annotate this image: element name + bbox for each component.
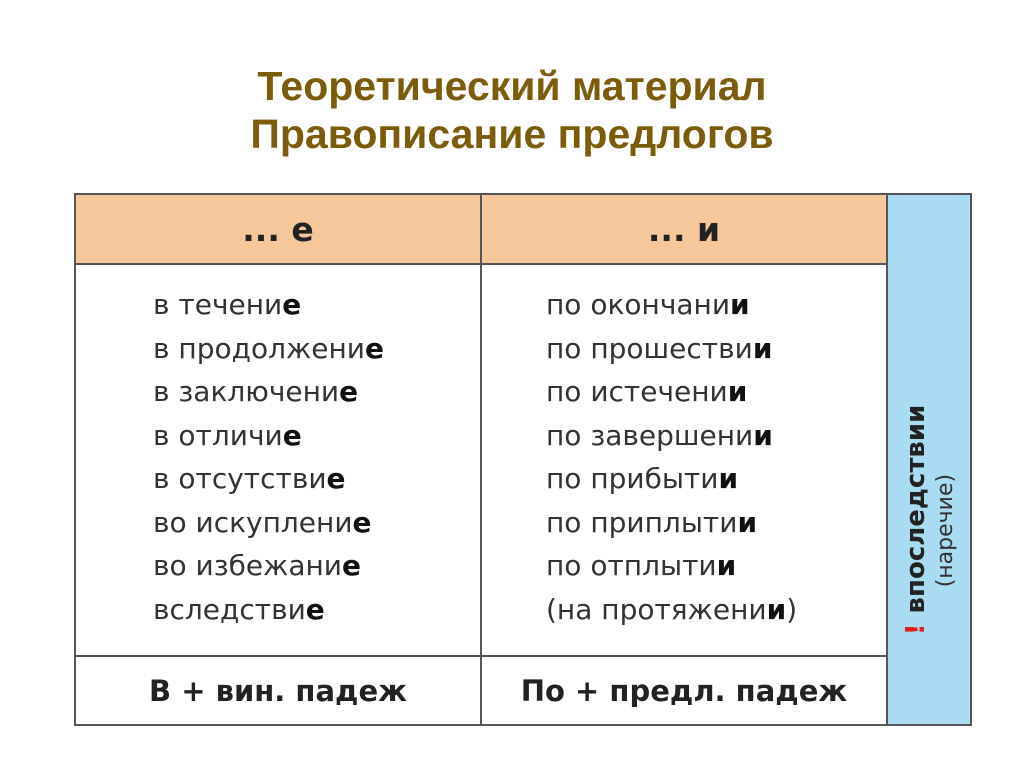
word-item xyxy=(546,501,797,545)
word-item xyxy=(546,457,797,501)
word-ending: е xyxy=(326,462,346,495)
word-stem: во избежани xyxy=(153,549,342,582)
prepositions-table xyxy=(74,193,972,726)
word-ending: и xyxy=(730,288,750,321)
word-ending: е xyxy=(305,592,325,626)
side-note-label: (наречие) xyxy=(933,473,958,588)
word-item xyxy=(153,283,384,327)
word-item xyxy=(153,327,384,371)
word-ending: и xyxy=(753,418,773,452)
word-item xyxy=(153,544,384,588)
word-stem: в продолжени xyxy=(153,331,365,365)
column-header-i: ... и xyxy=(482,193,888,265)
word-ending: и xyxy=(716,549,737,582)
word-ending: и xyxy=(766,592,787,626)
word-stem: по прошестви xyxy=(546,331,753,365)
word-ending: е xyxy=(352,505,372,539)
word-stem: по прибыти xyxy=(546,462,719,495)
column-footer-e: В + вин. падеж xyxy=(74,657,482,726)
word-item xyxy=(546,544,797,588)
title-line-2: Правописание предлогов xyxy=(250,111,774,157)
column-i-body xyxy=(482,265,888,657)
slide-title xyxy=(0,62,1024,158)
column-header-e: ... е xyxy=(74,193,482,265)
word-item xyxy=(546,588,797,632)
word-ending: е xyxy=(282,418,302,452)
word-item xyxy=(153,370,384,414)
word-item xyxy=(546,283,797,327)
column-e-body xyxy=(74,265,482,657)
word-ending: и xyxy=(737,505,758,539)
word-ending: е xyxy=(339,375,359,408)
word-stem: (на протяжени xyxy=(546,592,767,626)
word-stem: по окончани xyxy=(546,288,731,321)
word-stem: по приплыти xyxy=(546,505,738,539)
word-list-e xyxy=(153,283,384,631)
word-ending: и xyxy=(718,462,739,495)
word-tail: ) xyxy=(786,592,798,626)
word-item xyxy=(546,414,797,458)
word-item xyxy=(153,457,384,501)
word-item xyxy=(153,414,384,458)
side-note-column xyxy=(888,193,972,726)
word-ending: и xyxy=(727,375,748,408)
word-stem: в отсутстви xyxy=(153,462,327,495)
side-note xyxy=(900,405,960,636)
word-ending: е xyxy=(342,549,361,582)
word-item xyxy=(153,588,384,632)
word-stem: вследстви xyxy=(153,592,306,626)
side-note-word-line xyxy=(900,405,932,636)
word-item xyxy=(546,327,797,371)
word-stem: по истечени xyxy=(546,375,728,408)
word-ending: е xyxy=(364,331,384,365)
word-list-i xyxy=(546,283,797,631)
word-stem: по завершени xyxy=(546,418,754,452)
word-stem: в заключени xyxy=(153,375,340,408)
word-stem: в течени xyxy=(153,288,283,321)
word-item xyxy=(153,501,384,545)
column-footer-i: По + предл. падеж xyxy=(482,657,888,726)
word-stem: в отличи xyxy=(153,418,283,452)
word-ending: и xyxy=(752,331,773,365)
word-item xyxy=(546,370,797,414)
word-stem: во искуплени xyxy=(153,505,353,539)
exclamation-mark: ! xyxy=(901,623,931,636)
title-line-1: Теоретический материал xyxy=(257,63,767,109)
side-note-word: впоследствии xyxy=(901,404,931,614)
word-stem: по отплыти xyxy=(546,549,717,582)
word-ending: е xyxy=(282,288,302,321)
